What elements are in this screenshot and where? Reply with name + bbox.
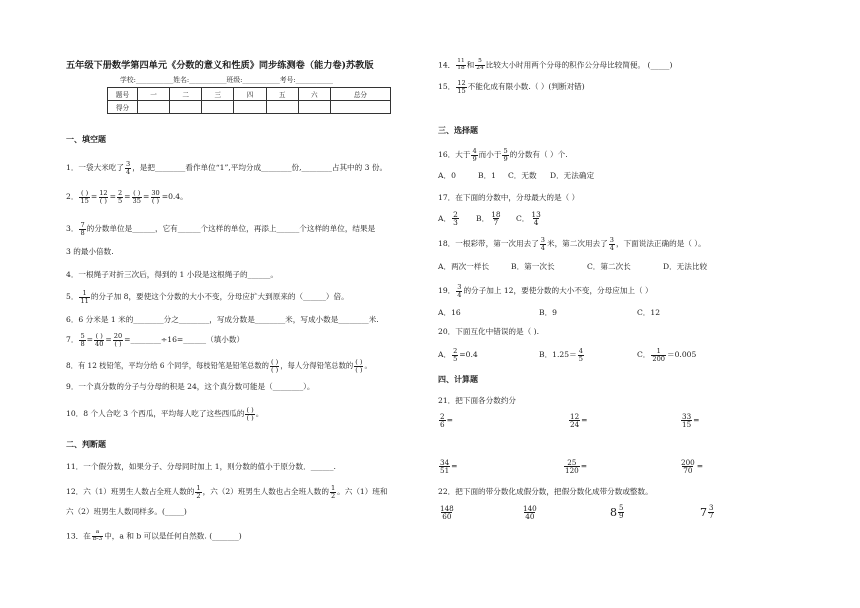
q2-eq: = [109, 192, 116, 202]
question-12-cont: 六（2）班男生人数同样多。(_____) [66, 507, 187, 516]
q21-item[interactable] [679, 459, 703, 474]
q21-eq: = [693, 415, 700, 425]
q18-option-a[interactable]: A．两次一样长 [438, 262, 490, 271]
q18-text-b: 米，第二次用去了 [547, 239, 608, 249]
q16-option-a[interactable]: A．0 [438, 171, 456, 180]
q21-item[interactable] [568, 413, 588, 428]
q18-fraction-1: $\frac{3}{4}$ [540, 236, 545, 252]
q5-fraction: $\frac{1}{11}$ [80, 289, 89, 305]
question-4: 4．一根绳子对折三次后，得到的 1 小段是这根绳子的______。 [66, 270, 278, 279]
q19-option-a[interactable]: A．16 [438, 308, 461, 317]
q22-fraction: $\frac{140}{40}$ [523, 504, 537, 522]
score-cell[interactable] [234, 101, 266, 114]
score-header-cell: 五 [266, 88, 298, 101]
q14-number: 14． [438, 60, 456, 70]
score-header-cell: 总分 [330, 88, 390, 101]
q1-fraction: $\frac{3}{4}$ [126, 160, 131, 176]
q22-whole: 7 [700, 506, 707, 519]
score-row-label: 得分 [108, 101, 138, 114]
student-info-line: 学校:___________姓名:___________班级:___________考号:___________ [120, 76, 334, 84]
question-17: 17．在下面的分数中，分母最大的是（ ） [438, 193, 580, 202]
q18-text-a: 18．一根彩带，第一次用去了 [438, 239, 539, 249]
q19-number: 19． [438, 286, 456, 296]
q22-item[interactable] [700, 505, 715, 520]
question-10 [66, 407, 263, 421]
q12-text-a: 12．六（1）班男生人数占全班人数的 [66, 487, 195, 497]
q17-a-fraction: $\frac{2}{3}$ [453, 210, 458, 228]
q7-eq: = [105, 335, 112, 345]
q21-item[interactable] [438, 459, 458, 474]
score-cell[interactable] [330, 101, 390, 114]
q17-c-fraction: $\frac{13}{4}$ [531, 210, 541, 228]
question-12 [66, 485, 388, 499]
q1-text-b: ，是把________看作单位“1”,平均分成________份,________占其中的 3 份。 [132, 163, 388, 173]
q21-fraction: $\frac{12}{24}$ [570, 412, 580, 430]
q3-fraction: $\frac{7}{8}$ [80, 221, 85, 237]
q17-option-b[interactable] [476, 211, 503, 227]
q22-fraction: $\frac{5}{9}$ [619, 504, 624, 520]
q13-text-b: 中，a 和 b 可以是任何自然数. (_______) [104, 531, 242, 541]
score-cell[interactable] [266, 101, 298, 114]
score-header-cell: 一 [138, 88, 170, 101]
q21-eq: = [446, 415, 453, 425]
q18-option-c[interactable]: C．第二次长 [587, 262, 631, 271]
q22-item[interactable] [610, 505, 625, 520]
question-22: 22．把下面的带分数化成假分数，把假分数化成带分数或整数。 [438, 487, 653, 496]
question-9: 9．一个真分数的分子与分母的积是 24，这个真分数可能是（________）。 [66, 382, 315, 391]
q21-eq: = [451, 461, 458, 471]
section-heading-fill-blank: 一、填空题 [66, 134, 106, 144]
q21-fraction: $\frac{200}{70}$ [681, 458, 695, 476]
q14-fraction-1: $\frac{11}{18}$ [457, 58, 465, 71]
q2-fraction-1: $\frac{( )}{15}$ [80, 189, 89, 205]
q12-text-b: ，六（2）班男生人数也占全班人数的 [202, 487, 329, 497]
q21-fraction: $\frac{25}{120}$ [565, 458, 579, 476]
question-15 [438, 80, 585, 94]
q10-text-a: 10．8 个人合吃 3 个西瓜，平均每人吃了这些西瓜的 [66, 409, 245, 419]
q18-option-d[interactable]: D．无法比较 [663, 262, 708, 271]
question-3-cont: 3 的最小倍数. [66, 247, 114, 256]
score-cell[interactable] [202, 101, 234, 114]
q20-c-fraction: $\frac{1}{200}$ [652, 347, 665, 363]
question-7 [66, 333, 244, 347]
q7-fraction-2: $\frac{( )}{40}$ [95, 332, 104, 348]
section-heading-true-false: 二、判断题 [66, 439, 106, 449]
page-title: 五年级下册数学第四单元《分数的意义和性质》同步练测卷（能力卷)苏教版 [66, 60, 374, 71]
question-1 [66, 161, 387, 175]
section-heading-choice: 三、选择题 [438, 125, 478, 135]
q21-item[interactable] [438, 413, 453, 428]
q8-text-a: 8．有 12 枝铅笔，平均分给 6 个同学，每枝铅笔是铅笔总数的 [66, 361, 269, 371]
q18-text-c: ，下面说法正确的是（ ）。 [615, 239, 706, 249]
q7-fraction-1: $\frac{5}{8}$ [80, 332, 85, 348]
score-header-cell: 题号 [108, 88, 138, 101]
q14-and: 和 [466, 60, 475, 70]
q21-eq: = [581, 415, 588, 425]
q16-text-b: 而小于 [478, 150, 502, 160]
q12-fraction-2: $\frac{1}{2}$ [330, 484, 336, 500]
question-3 [66, 222, 375, 236]
q7-number: 7． [66, 335, 79, 345]
question-14 [438, 59, 672, 72]
q8-text-c: 。 [364, 361, 372, 371]
q2-eq: = [142, 192, 150, 202]
q22-fraction: $\frac{3}{7}$ [709, 504, 714, 520]
score-cell[interactable] [170, 101, 202, 114]
question-20: 20．下面互化中错误的是（ ). [438, 327, 539, 336]
q5-number: 5． [66, 292, 79, 302]
score-table-score-row [108, 101, 391, 114]
q14-fraction-2: $\frac{5}{24}$ [476, 58, 484, 71]
q16-fraction-2: $\frac{5}{9}$ [503, 147, 508, 163]
question-8 [66, 359, 372, 373]
q22-fraction: $\frac{148}{60}$ [440, 504, 454, 522]
q8-fraction-1: $\frac{( )}{( )}$ [270, 358, 279, 374]
q2-eq: = [124, 192, 131, 202]
q20-c-rhs: ＝0.005 [667, 350, 697, 360]
q1-text-a: 1．一袋大米吃了￼ [66, 163, 124, 173]
q22-whole: 8 [610, 506, 617, 519]
question-19 [438, 284, 653, 298]
q13-fraction: $\frac{a}{b-3}$ [92, 529, 103, 542]
q18-option-b[interactable]: B．第一次长 [511, 262, 555, 271]
section-heading-calculation: 四、计算题 [438, 374, 478, 384]
q7-fraction-3: $\frac{20}{( )}$ [113, 332, 123, 348]
q7-text-b: =________÷16=______（填小数） [124, 335, 245, 345]
q21-item[interactable] [563, 459, 587, 474]
q2-eq: = [90, 192, 98, 202]
q20-a-fraction: $\frac{2}{5}$ [453, 347, 458, 363]
option-letter: C． [516, 213, 530, 223]
score-table [107, 87, 391, 114]
q22-item[interactable] [438, 505, 456, 520]
q20-option-a[interactable] [438, 348, 478, 362]
q16-fraction-1: $\frac{4}{9}$ [472, 147, 477, 163]
question-2 [66, 190, 188, 204]
q19-option-c[interactable]: C．12 [637, 308, 661, 317]
q16-option-d[interactable]: D．无法确定 [550, 171, 595, 180]
option-letter: C． [637, 350, 651, 360]
q8-fraction-2: $\frac{( )}{( )}$ [355, 358, 363, 374]
q15-text-b: 不能化成有限小数.（ ）(判断对错) [467, 82, 585, 92]
q10-text-b: 。 [255, 409, 264, 419]
q21-fraction: $\frac{34}{51}$ [440, 458, 450, 476]
question-11: 11．一个假分数，如果分子、分母同时加上 1，则分数的值小于原分数．______. [66, 462, 336, 471]
q16-option-b[interactable]: B．1 [478, 171, 497, 180]
question-18 [438, 237, 706, 251]
q3-number: 3． [66, 224, 79, 234]
q12-fraction-1: $\frac{1}{2}$ [196, 484, 201, 500]
option-letter: A． [438, 213, 452, 223]
q22-item[interactable] [521, 505, 539, 520]
q19-option-b[interactable]: B．9 [539, 308, 558, 317]
q17-option-a[interactable] [438, 211, 460, 227]
q19-text-b: 的分子加上 12，要使分数的大小不变，分母应加上（ ） [463, 286, 653, 296]
option-letter: B． [476, 213, 490, 223]
score-header-cell: 六 [298, 88, 330, 101]
q20-option-b[interactable] [539, 348, 585, 362]
option-letter: A． [438, 350, 452, 360]
q2-fraction-4: $\frac{( )}{35}$ [132, 189, 141, 205]
q2-number: 2． [66, 192, 79, 202]
question-21: 21．把下面各分数约分 [438, 396, 517, 405]
q21-eq: = [580, 461, 588, 471]
q21-fraction: $\frac{2}{6}$ [440, 412, 445, 430]
q20-option-c[interactable] [637, 348, 696, 362]
q19-fraction: $\frac{3}{4}$ [457, 283, 462, 299]
q7-eq: = [86, 335, 94, 345]
q8-text-b: ，每人分得铅笔总数的 [280, 361, 354, 371]
q16-text-a: 16．大于 [438, 150, 471, 160]
q2-fraction-2: $\frac{12}{( )}$ [99, 189, 108, 205]
q17-b-fraction: $\frac{18}{7}$ [491, 210, 501, 228]
score-cell[interactable] [138, 101, 170, 114]
q15-fraction: $\frac{12}{15}$ [457, 79, 466, 95]
q21-item[interactable] [680, 413, 700, 428]
question-16 [438, 148, 568, 162]
score-cell[interactable] [298, 101, 330, 114]
question-5 [66, 290, 349, 304]
score-header-cell: 三 [202, 88, 234, 101]
q21-eq: = [696, 461, 704, 471]
score-header-cell: 四 [234, 88, 266, 101]
q20-b-fraction: $\frac{4}{5}$ [578, 347, 583, 363]
q15-number: 15． [438, 82, 456, 92]
q21-fraction: $\frac{33}{15}$ [682, 412, 692, 430]
q3-text-b: 的分数单位是______，它有______个这样的单位，再添上______个这样的单位，结果是 [86, 224, 376, 234]
score-header-cell: 二 [170, 88, 202, 101]
q2-text-b: =0.4。 [161, 192, 188, 202]
q20-a-rhs: =0.4 [459, 350, 478, 360]
option-letter: B．1.25＝ [539, 350, 577, 360]
q2-fraction-3: $\frac{2}{5}$ [117, 189, 123, 205]
q16-text-c: 的分数有（ ）个. [509, 150, 568, 160]
q14-text-c: 比较大小时用两个分母的积作公分母比较简便。 (_____) [485, 60, 673, 70]
q13-text-a: 13．在 [66, 531, 91, 541]
question-6: 6．6 分米是 1 米的________分之________，写成分数是________米，写成小数是________米. [66, 315, 379, 324]
q17-option-c[interactable] [516, 211, 543, 227]
score-table-header-row [108, 88, 391, 101]
q5-text-b: 的分子加 8，要使这个分数的大小不变，分母应扩大到原来的（______）倍。 [90, 292, 349, 302]
question-13 [66, 530, 242, 543]
q2-fraction-5: $\frac{30}{( )}$ [151, 189, 160, 205]
q18-fraction-2: $\frac{3}{4}$ [609, 236, 614, 252]
q10-fraction: $\frac{( )}{( )}$ [246, 406, 254, 422]
q16-option-c[interactable]: C．无数 [508, 171, 537, 180]
q12-text-c: 。六（1）班和 [337, 487, 388, 497]
